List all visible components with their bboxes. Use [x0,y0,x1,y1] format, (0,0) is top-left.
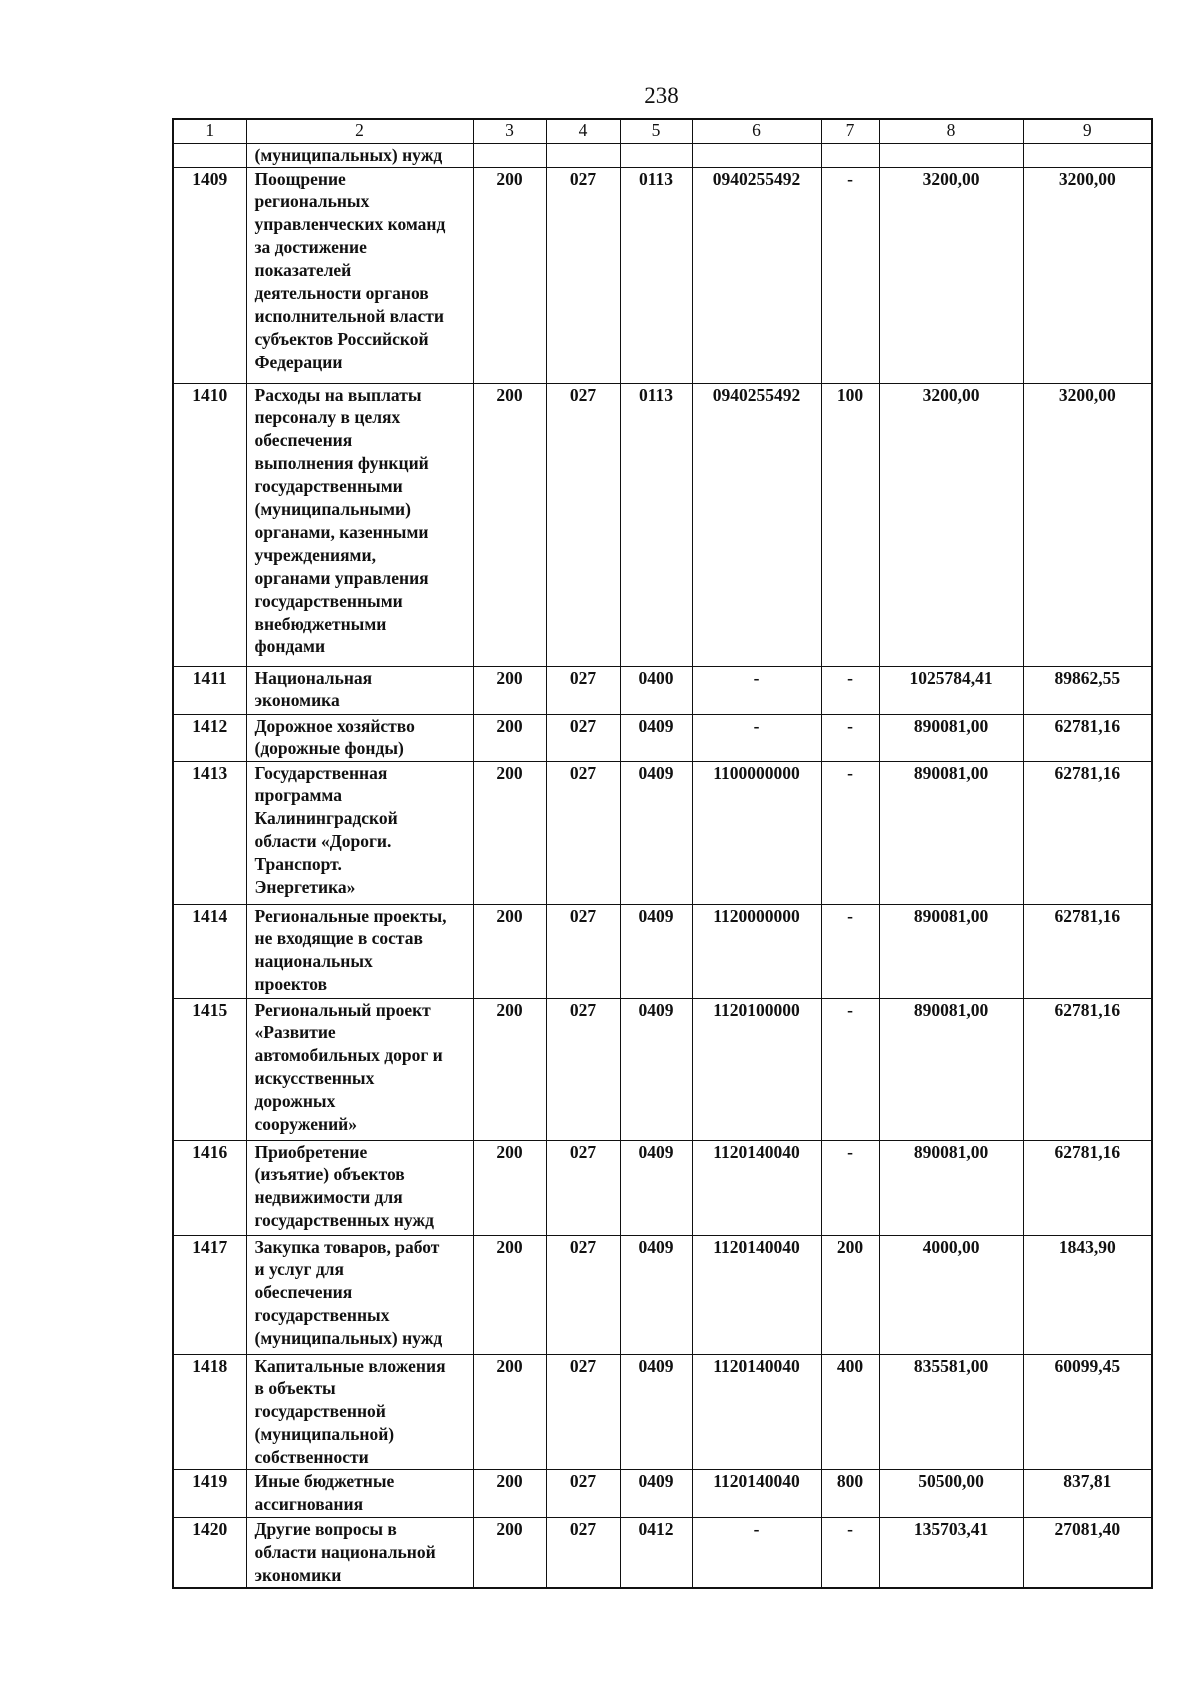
col-3-value: 200 [473,1235,546,1354]
page-number: 238 [644,83,679,108]
col-3-value: 200 [473,1354,546,1470]
col-3-value [473,143,546,167]
row-number [173,143,246,167]
col-5-value: 0409 [620,1354,692,1470]
item-name: Капитальные вложения в объекты государственной (муниципальной) собственности [246,1354,473,1470]
table-body [173,143,1152,1588]
item-name: Национальная экономика [246,666,473,714]
column-number-header: 2 [246,119,473,143]
col-9-value: 27081,40 [1023,1518,1152,1588]
table-row [173,904,1152,998]
row-number: 1417 [173,1235,246,1354]
col-3-value: 200 [473,1470,546,1518]
col-5-value: 0409 [620,761,692,904]
item-name: Государственная программа Калининградской области «Дороги. Транспорт. Энергетика» [246,761,473,904]
col-9-value: 62781,16 [1023,998,1152,1140]
row-number: 1413 [173,761,246,904]
col-7-value: - [821,1518,879,1588]
col-7-value: 200 [821,1235,879,1354]
item-name: Региональный проект «Развитие автомобильных дорог и искусственных дорожных сооружений» [246,998,473,1140]
table-row [173,1354,1152,1470]
col-5-value: 0409 [620,904,692,998]
col-4-value: 027 [546,998,620,1140]
col-6-value: - [692,666,821,714]
col-4-value: 027 [546,167,620,383]
table-row [173,167,1152,383]
col-3-value: 200 [473,1140,546,1235]
col-9-value: 62781,16 [1023,904,1152,998]
col-6-value: 1120100000 [692,998,821,1140]
col-8-value: 135703,41 [879,1518,1023,1588]
col-6-value: 1120140040 [692,1140,821,1235]
table-row [173,1140,1152,1235]
col-4-value: 027 [546,383,620,666]
table-row [173,383,1152,666]
col-6-value: 1100000000 [692,761,821,904]
item-name: Иные бюджетные ассигнования [246,1470,473,1518]
col-8-value: 3200,00 [879,167,1023,383]
col-5-value: 0412 [620,1518,692,1588]
row-number: 1420 [173,1518,246,1588]
col-8-value: 50500,00 [879,1470,1023,1518]
col-4-value: 027 [546,761,620,904]
item-name: Региональные проекты, не входящие в состав национальных проектов [246,904,473,998]
col-6-value: 1120140040 [692,1235,821,1354]
item-name: Поощрение региональных управленческих команд за достижение показателей деятельности органов исполнительной власти субъектов Российской Федерации [246,167,473,383]
col-9-value: 837,81 [1023,1470,1152,1518]
column-number-header: 9 [1023,119,1152,143]
col-5-value: 0113 [620,383,692,666]
table-row [173,1470,1152,1518]
col-5-value: 0409 [620,1140,692,1235]
col-8-value: 4000,00 [879,1235,1023,1354]
col-9-value: 89862,55 [1023,666,1152,714]
col-3-value: 200 [473,714,546,761]
col-7-value: - [821,761,879,904]
col-8-value: 835581,00 [879,1354,1023,1470]
table-row [173,1518,1152,1588]
column-number-header: 3 [473,119,546,143]
col-7-value: - [821,666,879,714]
table-row [173,714,1152,761]
table-row [173,761,1152,904]
col-7-value: - [821,904,879,998]
row-number: 1416 [173,1140,246,1235]
col-4-value: 027 [546,1518,620,1588]
col-6-value: - [692,1518,821,1588]
column-number-header: 7 [821,119,879,143]
col-6-value: 1120000000 [692,904,821,998]
col-6-value: - [692,714,821,761]
col-5-value: 0409 [620,998,692,1140]
item-name: Закупка товаров, работ и услуг для обеспечения государственных (муниципальных) нужд [246,1235,473,1354]
row-number: 1410 [173,383,246,666]
col-9-value: 62781,16 [1023,714,1152,761]
col-9-value: 60099,45 [1023,1354,1152,1470]
item-name: Дорожное хозяйство (дорожные фонды) [246,714,473,761]
column-number-header: 4 [546,119,620,143]
row-number: 1411 [173,666,246,714]
column-number-header: 5 [620,119,692,143]
col-8-value [879,143,1023,167]
col-5-value: 0400 [620,666,692,714]
col-9-value: 3200,00 [1023,167,1152,383]
row-number: 1415 [173,998,246,1140]
col-5-value: 0409 [620,714,692,761]
column-number-header: 6 [692,119,821,143]
col-9-value: 62781,16 [1023,1140,1152,1235]
col-7-value: - [821,998,879,1140]
column-number-header-row [173,119,1152,143]
col-4-value: 027 [546,1235,620,1354]
col-3-value: 200 [473,761,546,904]
col-4-value: 027 [546,904,620,998]
col-6-value: 1120140040 [692,1354,821,1470]
col-3-value: 200 [473,383,546,666]
col-7-value: 800 [821,1470,879,1518]
column-number-header: 8 [879,119,1023,143]
col-5-value: 0113 [620,167,692,383]
row-number: 1418 [173,1354,246,1470]
col-8-value: 890081,00 [879,904,1023,998]
col-6-value: 0940255492 [692,383,821,666]
col-9-value: 3200,00 [1023,383,1152,666]
col-6-value: 0940255492 [692,167,821,383]
continuation-row [173,143,1152,167]
col-3-value: 200 [473,666,546,714]
col-8-value: 3200,00 [879,383,1023,666]
col-5-value: 0409 [620,1235,692,1354]
col-4-value [546,143,620,167]
col-7-value [821,143,879,167]
table-row [173,998,1152,1140]
row-number: 1409 [173,167,246,383]
item-name: Расходы на выплаты персоналу в целях обеспечения выполнения функций государственными (муниципальными) органами, казенными учреждениями, органами управления государственными внебюджетными фондами [246,383,473,666]
col-8-value: 1025784,41 [879,666,1023,714]
row-number: 1419 [173,1470,246,1518]
row-number: 1414 [173,904,246,998]
col-3-value: 200 [473,904,546,998]
col-8-value: 890081,00 [879,998,1023,1140]
col-4-value: 027 [546,1140,620,1235]
col-5-value: 0409 [620,1470,692,1518]
col-9-value: 62781,16 [1023,761,1152,904]
row-number: 1412 [173,714,246,761]
item-name: Приобретение (изъятие) объектов недвижимости для государственных нужд [246,1140,473,1235]
col-4-value: 027 [546,1354,620,1470]
col-7-value: - [821,1140,879,1235]
col-3-value: 200 [473,1518,546,1588]
col-9-value [1023,143,1152,167]
col-3-value: 200 [473,167,546,383]
col-7-value: - [821,167,879,383]
item-name: (муниципальных) нужд [246,143,473,167]
col-4-value: 027 [546,666,620,714]
budget-table [172,118,1153,1589]
col-6-value [692,143,821,167]
col-8-value: 890081,00 [879,1140,1023,1235]
col-7-value: 400 [821,1354,879,1470]
col-7-value: 100 [821,383,879,666]
col-4-value: 027 [546,1470,620,1518]
column-number-header: 1 [173,119,246,143]
table-row [173,666,1152,714]
col-8-value: 890081,00 [879,761,1023,904]
col-9-value: 1843,90 [1023,1235,1152,1354]
col-7-value: - [821,714,879,761]
col-3-value: 200 [473,998,546,1140]
col-4-value: 027 [546,714,620,761]
table-row [173,1235,1152,1354]
col-6-value: 1120140040 [692,1470,821,1518]
item-name: Другие вопросы в области национальной экономики [246,1518,473,1588]
col-8-value: 890081,00 [879,714,1023,761]
col-5-value [620,143,692,167]
